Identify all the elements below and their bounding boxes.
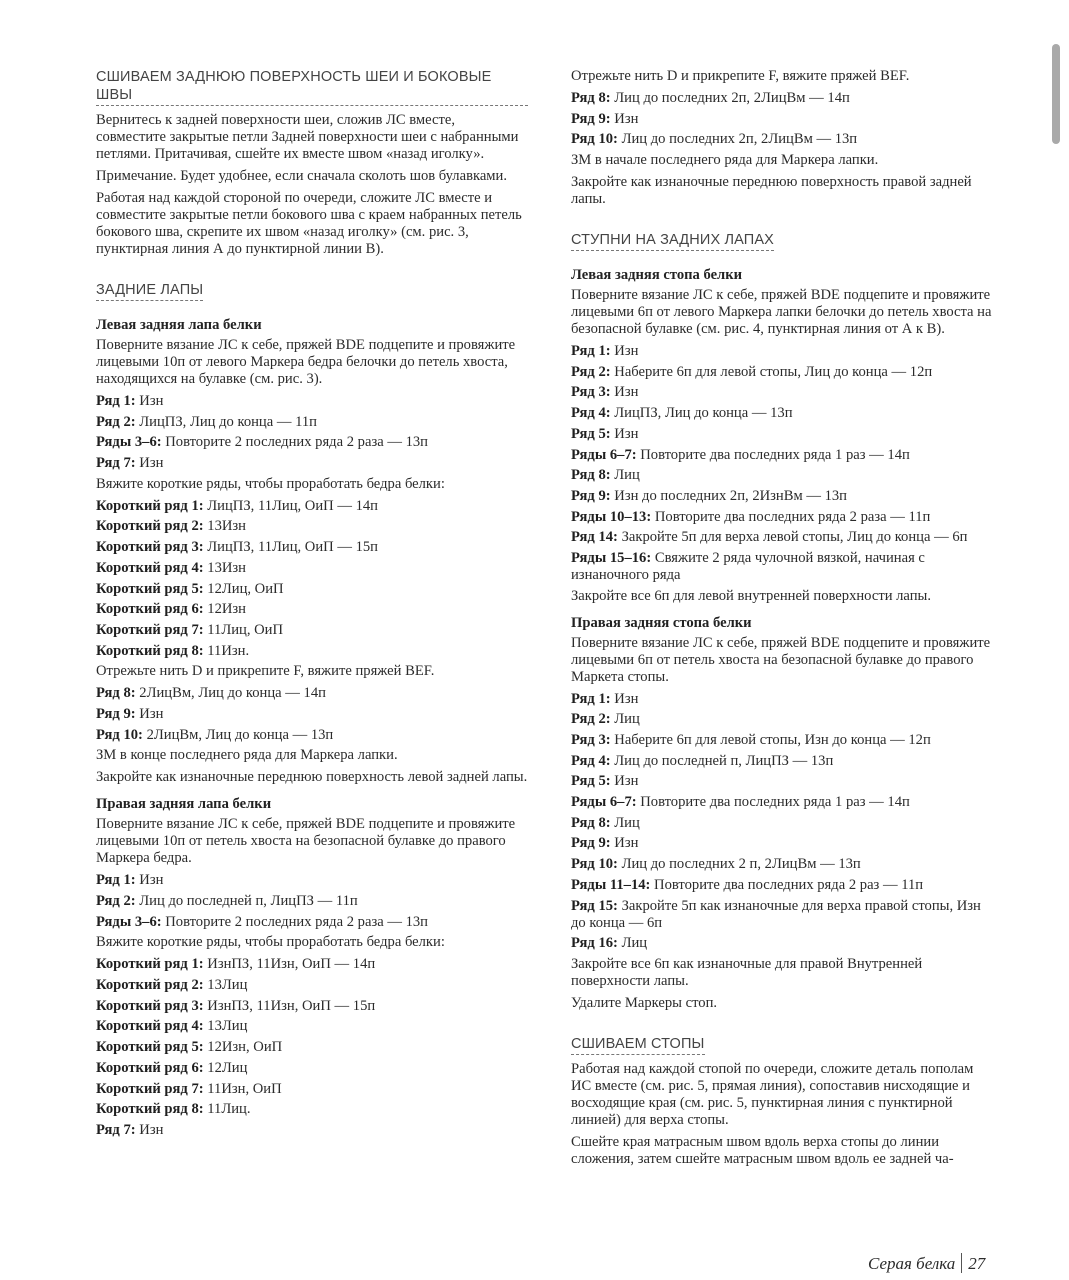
row-label: Ряд 16: <box>571 935 618 952</box>
row-label: Ряд 3: <box>571 384 611 401</box>
row-label: Короткий ряд 2: <box>96 977 204 994</box>
paragraph: Закройте как изнаночные переднюю поверхность правой задней лапы. <box>571 174 972 208</box>
row-label: Ряды 3–6: <box>96 434 162 451</box>
row-label: Ряд 5: <box>571 773 611 790</box>
instruction-row <box>96 518 528 535</box>
row-label: Короткий ряд 5: <box>96 580 204 597</box>
instruction-row <box>96 1101 528 1118</box>
instruction-row <box>571 877 997 894</box>
instruction-row <box>96 560 528 577</box>
instruction-row <box>96 601 528 618</box>
row-label: Короткий ряд 3: <box>96 997 204 1014</box>
row-text: ЛицПЗ, 11Лиц, ОиП — 15п <box>203 539 378 556</box>
row-label: Ряд 1: <box>571 343 611 360</box>
row-label: Ряд 10: <box>96 726 143 743</box>
instruction-row <box>571 131 997 148</box>
paragraph: ЗМ в начале последнего ряда для Маркера лапки. <box>571 152 879 169</box>
row-text: Наберите 6п для левой стопы, Изн до конца — 12п <box>610 732 931 748</box>
row-label: Ряды 10–13: <box>571 508 652 525</box>
row-text: 13Лиц <box>203 1018 248 1035</box>
row-text: Закройте 5п как изнаночные для верха правой стопы, Изн до конца — 6п <box>571 897 981 931</box>
row-label: Ряд 2: <box>571 711 611 728</box>
row-label: Ряды 3–6: <box>96 913 162 930</box>
instruction-row <box>571 732 997 749</box>
instruction-row <box>96 706 528 723</box>
paragraph: Работая над каждой стороной по очереди, сложите ЛС вместе и совместите закрытые петли бокового шва с краем набранных петель бокового шва, скрепите их швом «назад иголку» (см. рис. 3, пунктирная линия А до пунктирной линии В). <box>96 190 522 257</box>
row-text: Изн <box>135 393 164 409</box>
section-title-hind-legs: ЗАДНИЕ ЛАПЫ <box>96 281 203 301</box>
row-text: Повторите 2 последних ряда 2 раза — 13п <box>161 434 428 451</box>
row-label: Ряды 11–14: <box>571 876 651 893</box>
paragraph: Отрежьте нить D и прикрепите F, вяжите пряжей BEF. <box>571 68 910 84</box>
row-label: Короткий ряд 8: <box>96 642 204 659</box>
right-column <box>571 68 997 1173</box>
instruction-row <box>96 998 528 1015</box>
row-text: 11Лиц. <box>203 1101 251 1118</box>
instruction-row <box>571 898 997 932</box>
paragraph: Удалите Маркеры стоп. <box>571 994 718 1011</box>
instruction-row <box>571 426 997 443</box>
row-text: Лиц до последних 2п, 2ЛицВм — 14п <box>610 90 850 106</box>
paragraph: Закройте все 6п как изнаночные для правой Внутренней поверхности лапы. <box>571 955 923 989</box>
row-text: 13Изн <box>203 559 246 576</box>
row-label: Ряд 7: <box>96 455 136 472</box>
paragraph: Закройте как изнаночные переднюю поверхность левой задней лапы. <box>96 769 528 786</box>
row-label: Короткий ряд 1: <box>96 497 204 514</box>
row-text: 2ЛицВм, Лиц до конца — 13п <box>142 726 334 743</box>
instruction-row <box>96 893 528 910</box>
row-label: Ряд 8: <box>571 814 611 831</box>
row-label: Ряд 8: <box>571 467 611 484</box>
row-label: Ряд 1: <box>571 690 611 707</box>
row-list <box>571 343 997 584</box>
paragraph: Поверните вязание ЛС к себе, пряжей BDE подцепите и провяжите лицевыми 10п от петель хвоста на безопасной булавке до правого Маркера бедра. <box>96 816 516 867</box>
section-title-sew-feet: СШИВАЕМ СТОПЫ <box>571 1035 705 1055</box>
instruction-row <box>571 815 997 832</box>
row-label: Короткий ряд 3: <box>96 539 204 556</box>
row-label: Короткий ряд 4: <box>96 1018 204 1035</box>
row-text: Лиц <box>610 814 640 831</box>
row-label: Ряд 4: <box>571 405 611 422</box>
row-label: Ряды 6–7: <box>571 446 637 463</box>
instruction-row <box>96 685 528 702</box>
page-footer <box>868 1253 985 1273</box>
row-text: Изн <box>610 835 639 852</box>
paragraph: Поверните вязание ЛС к себе, пряжей BDE подцепите и провяжите лицевыми 10п от левого Маркера бедра белочки до петель хвоста, находящихся на булавке (см. рис. 3). <box>96 337 516 387</box>
row-label: Ряд 1: <box>96 393 136 409</box>
page-number: 27 <box>968 1253 986 1273</box>
instruction-row <box>96 977 528 994</box>
instruction-row <box>96 1081 528 1098</box>
row-label: Ряд 2: <box>571 363 611 380</box>
short-row-list <box>96 498 528 660</box>
instruction-row <box>96 956 528 973</box>
instruction-row <box>96 643 528 660</box>
row-text: 12Лиц, ОиП <box>203 580 284 597</box>
paragraph: Вяжите короткие ряды, чтобы проработать бедра белки: <box>96 475 445 492</box>
row-text: Изн <box>610 384 639 401</box>
row-label: Ряд 9: <box>571 487 611 504</box>
paragraph: Поверните вязание ЛС к себе, пряжей BDE подцепите и провяжите лицевыми 6п от петель хвоста на безопасной булавке до правого Маркета стопы. <box>571 634 991 685</box>
row-text: 11Лиц, ОиП <box>203 621 284 638</box>
instruction-row <box>571 794 997 811</box>
row-text: Наберите 6п для левой стопы, Лиц до конца — 12п <box>610 363 933 380</box>
paragraph: Сшейте края матрасным швом вдоль верха стопы до линии сложения, затем сшейте матрасным швом вдоль ее задней ча- <box>571 1133 954 1167</box>
row-label: Короткий ряд 6: <box>96 1059 204 1076</box>
row-text: Изн <box>135 1121 164 1138</box>
row-text: 13Лиц <box>203 977 248 994</box>
row-label: Короткий ряд 7: <box>96 621 204 638</box>
section-title-hind-feet: СТУПНИ НА ЗАДНИХ ЛАПАХ <box>571 231 774 251</box>
row-text: Повторите 2 последних ряда 2 раза — 13п <box>161 913 428 930</box>
row-list <box>96 685 528 743</box>
row-text: Изн <box>610 425 639 442</box>
row-label: Ряд 15: <box>571 897 618 914</box>
subheading-right-hind-leg: Правая задняя лапа белки <box>96 796 272 813</box>
row-text: Лиц <box>610 467 640 484</box>
row-text: 11Изн, ОиП <box>203 1080 282 1097</box>
instruction-row <box>571 711 997 728</box>
row-label: Ряды 6–7: <box>571 794 637 811</box>
instruction-row <box>571 364 997 381</box>
instruction-row <box>96 1039 528 1056</box>
row-label: Ряд 10: <box>571 856 618 873</box>
row-text: Повторите два последних ряда 1 раз — 14п <box>636 446 910 463</box>
instruction-row <box>571 856 997 873</box>
row-text: Лиц до последних 2 п, 2ЛицВм — 13п <box>617 856 861 873</box>
paragraph: Поверните вязание ЛС к себе, пряжей BDE подцепите и провяжите лицевыми 6п от левого Маркера лапки белочки до петель хвоста на безопасной булавке (см. рис. 4, пунктирная линия от А к В). <box>571 287 992 338</box>
row-text: Повторите два последних ряда 1 раз — 14п <box>636 794 910 811</box>
row-label: Короткий ряд 7: <box>96 1080 204 1097</box>
instruction-row <box>96 727 528 744</box>
row-text: Изн <box>135 455 164 472</box>
row-list <box>571 691 997 953</box>
row-text: Изн <box>610 690 639 707</box>
row-text: Лиц <box>610 711 640 728</box>
row-label: Короткий ряд 2: <box>96 518 204 535</box>
instruction-row <box>571 753 997 770</box>
row-text: 11Изн. <box>203 642 250 659</box>
row-text: Изн до последних 2п, 2ИзнВм — 13п <box>610 487 847 504</box>
subheading-right-hind-foot: Правая задняя стопа белки <box>571 614 752 631</box>
note-paragraph: Примечание. Будет удобнее, если сначала сколоть шов булавками. <box>96 168 507 184</box>
row-text: Закройте 5п для верха левой стопы, Лиц до конца — 6п <box>617 529 968 546</box>
instruction-row <box>571 447 997 464</box>
row-label: Ряд 10: <box>571 131 618 148</box>
instruction-row <box>96 498 528 515</box>
row-label: Ряд 5: <box>571 425 611 442</box>
row-label: Ряд 4: <box>571 752 611 769</box>
instruction-row <box>96 914 528 931</box>
row-label: Ряд 1: <box>96 872 136 889</box>
subheading-left-hind-leg: Левая задняя лапа белки <box>96 317 262 333</box>
row-label: Короткий ряд 1: <box>96 956 204 973</box>
instruction-row <box>571 343 997 360</box>
row-text: Повторите два последних ряда 2 раза — 11п <box>651 508 931 525</box>
paragraph: Вернитесь к задней поверхности шеи, сложив ЛС вместе, совместите закрытые петли Задней поверхности шеи с набранными петлями. Притачивая, сшейте их вместе швом «назад иголку». <box>96 112 519 162</box>
row-list <box>96 872 528 930</box>
row-text: ИзнПЗ, 11Изн, ОиП — 14п <box>203 956 376 973</box>
instruction-row <box>96 393 528 410</box>
paragraph: Вяжите короткие ряды, чтобы проработать бедра белки: <box>96 934 445 951</box>
row-text: ЛицПЗ, Лиц до конца — 13п <box>610 405 793 422</box>
row-label: Ряд 9: <box>96 705 136 722</box>
row-text: ИзнПЗ, 11Изн, ОиП — 15п <box>203 997 376 1014</box>
instruction-row <box>571 691 997 708</box>
row-label: Ряд 8: <box>571 90 611 106</box>
instruction-row <box>571 935 997 952</box>
row-text: 13Изн <box>203 518 246 535</box>
short-row-list <box>96 956 528 1139</box>
instruction-row <box>571 550 997 584</box>
row-list <box>571 90 997 148</box>
row-label: Ряд 14: <box>571 529 618 546</box>
instruction-row <box>571 90 997 107</box>
row-label: Короткий ряд 5: <box>96 1039 204 1056</box>
row-text: 12Изн, ОиП <box>203 1039 283 1056</box>
row-label: Короткий ряд 8: <box>96 1101 204 1118</box>
instruction-row <box>571 773 997 790</box>
row-label: Короткий ряд 6: <box>96 601 204 618</box>
row-label: Ряд 2: <box>96 413 136 430</box>
instruction-row <box>96 1018 528 1035</box>
row-text: 12Лиц <box>203 1059 248 1076</box>
row-label: Ряд 2: <box>96 893 136 909</box>
paragraph: ЗМ в конце последнего ряда для Маркера лапки. <box>96 747 398 764</box>
footer-divider <box>961 1253 962 1273</box>
instruction-row <box>571 384 997 401</box>
instruction-row <box>96 455 528 472</box>
row-label: Короткий ряд 4: <box>96 559 204 576</box>
instruction-row <box>571 488 997 505</box>
row-list <box>96 393 528 472</box>
instruction-row <box>571 509 997 526</box>
row-text: Изн <box>610 343 639 360</box>
paragraph: Закройте все 6п для левой внутренней поверхности лапы. <box>571 587 931 604</box>
left-column <box>96 68 528 1143</box>
instruction-row <box>571 405 997 422</box>
subheading-left-hind-foot: Левая задняя стопа белки <box>571 267 743 284</box>
row-label: Ряд 9: <box>571 110 611 127</box>
instruction-row <box>571 467 997 484</box>
instruction-row <box>96 1122 528 1139</box>
row-label: Ряд 3: <box>571 732 611 748</box>
instruction-row <box>96 1060 528 1077</box>
row-text: Изн <box>135 872 164 889</box>
instruction-row <box>571 111 997 128</box>
instruction-row <box>96 434 528 451</box>
row-text: ЛицПЗ, Лиц до конца — 11п <box>135 413 317 430</box>
row-text: Лиц до последних 2п, 2ЛицВм — 13п <box>617 131 858 148</box>
row-text: ЛицПЗ, 11Лиц, ОиП — 14п <box>203 497 378 514</box>
row-text: Изн <box>135 705 164 722</box>
instruction-row <box>571 835 997 852</box>
row-label: Ряд 7: <box>96 1121 136 1138</box>
row-text: Лиц до последней п, ЛицПЗ — 11п <box>135 893 358 909</box>
scrollbar-thumb[interactable] <box>1052 44 1060 144</box>
row-text: Повторите два последних ряда 2 раз — 11п <box>650 876 924 893</box>
instruction-row <box>571 529 997 546</box>
book-title: Серая белка <box>868 1253 956 1273</box>
row-text: Изн <box>610 773 639 790</box>
instruction-row <box>96 872 528 889</box>
row-text: Свяжите 2 ряда чулочной вязкой, начиная с изнаночного ряда <box>571 549 925 583</box>
instruction-row <box>96 539 528 556</box>
row-text: 2ЛицВм, Лиц до конца — 14п <box>135 685 326 702</box>
section-title-neck-seams: СШИВАЕМ ЗАДНЮЮ ПОВЕРХНОСТЬ ШЕИ И БОКОВЫЕ ШВЫ <box>96 68 528 106</box>
instruction-row <box>96 622 528 639</box>
row-label: Ряд 8: <box>96 685 136 702</box>
row-text: Лиц до последней п, ЛицПЗ — 13п <box>610 752 834 769</box>
row-text: Лиц <box>617 935 648 952</box>
paragraph: Отрежьте нить D и прикрепите F, вяжите пряжей BEF. <box>96 663 435 680</box>
row-label: Ряды 15–16: <box>571 549 652 566</box>
instruction-row <box>96 581 528 598</box>
paragraph: Работая над каждой стопой по очереди, сложите деталь пополам ИС вместе (см. рис. 5, прямая линия), сопоставив нисходящие и восходящие края (см. рис. 5, пунктирная линия с пунктирной линией) для верха стопы. <box>571 1060 974 1128</box>
row-text: 12Изн <box>203 601 246 618</box>
row-label: Ряд 9: <box>571 835 611 852</box>
instruction-row <box>96 414 528 431</box>
row-text: Изн <box>610 110 639 127</box>
